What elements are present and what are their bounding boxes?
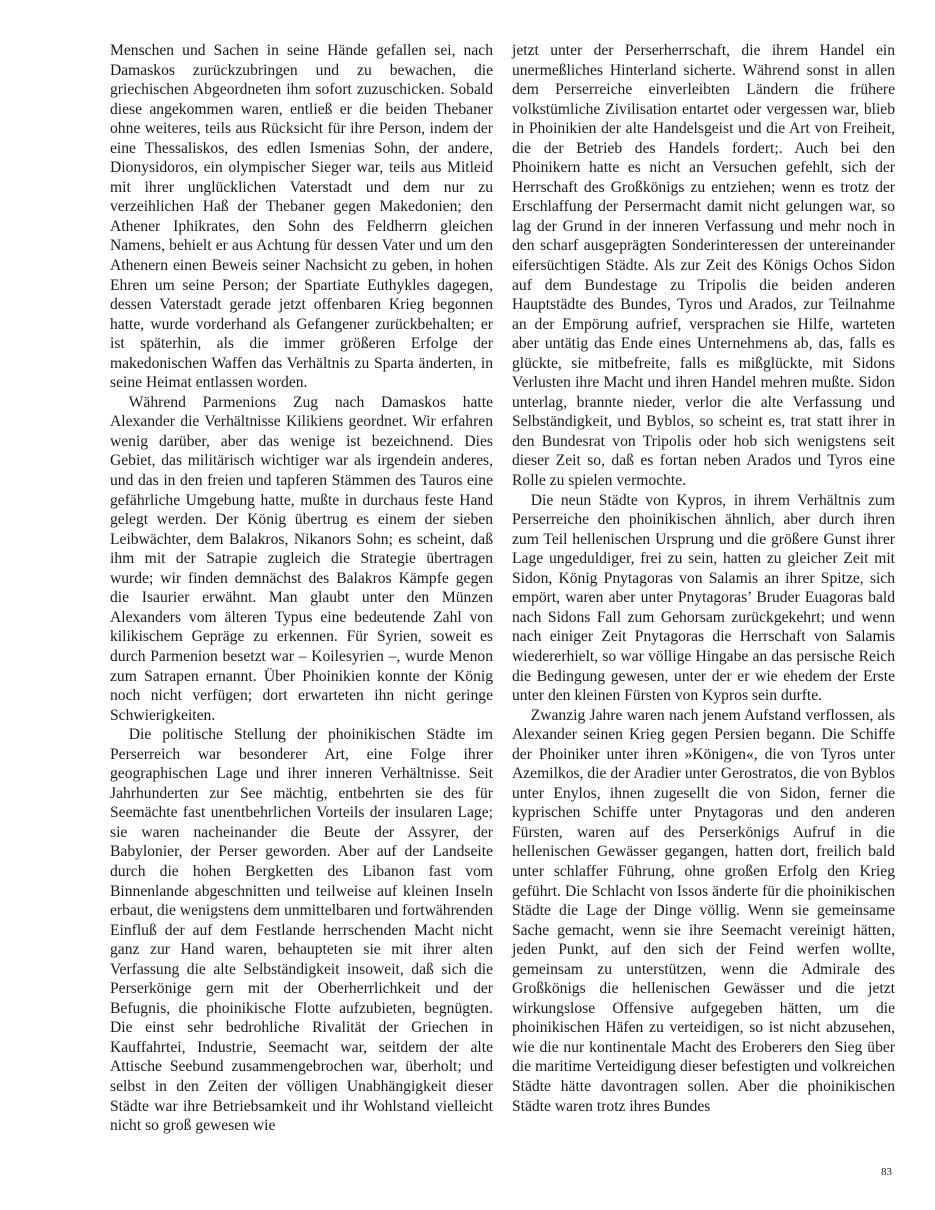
- right-text-column: [512, 41, 895, 1116]
- paragraph: Während Parmenions Zug nach Damaskos hatte Alexander die Verhältnisse Kilikiens geordnet. Wir erfahren wenig darüber, aber das wenige ist bezeichnend. Dies Gebiet, das militärisch wichtiger war als irgendein anderes, und das in den freien und tapferen Stämmen des Tauros eine gefährliche Umgebung hatte, mußte in durchaus feste Hand gelegt werden. Der König übertrug es einem der sieben Leibwächter, dem Balakros, Nikanors Sohn; es scheint, daß ihm mit der Satrapie zugleich die Strategie übertragen wurde; wir finden demnächst des Balakros Kämpfe gegen die Isaurier erwähnt. Man glaubt unter den Münzen Alexanders vom älteren Typus eine bedeutende Zahl von kilikischem Gepräge zu erkennen. Für Syrien, soweit es durch Parmenion besetzt war – Koilesyrien –, wurde Menon zum Satrapen ernannt. Über Phoinikien konnte der König noch nicht verfügen; dort erwarteten ihn nicht geringe Schwierigkeiten.: [110, 393, 493, 724]
- paragraph: jetzt unter der Perserherrschaft, die ihrem Handel ein unermeßliches Hinterland sicherte. Während sonst in allen dem Perserreiche einverleibten Ländern die frühere volkstümliche Zivilisation entartet oder vergessen war, blieb in Phoinikien der alte Handelsgeist und die Art von Freiheit, die der Betrieb des Handels fordert;. Auch bei den Phoinikern hatte es nicht an Versuchen gefehlt, sich der Herrschaft des Großkönigs zu entziehen; wenn es trotz der Erschlaffung der Persermacht damit nicht gelungen war, so lag der Grund in der inneren Verfassung und mehr noch in den scharf ausgeprägten Sonderinteressen der untereinander eifersüchtigen Städte. Als zur Zeit des Königs Ochos Sidon auf dem Bundestage zu Tripolis die beiden anderen Hauptstädte des Bundes, Tyros und Arados, zur Teilnahme an der Empörung aufrief, versprachen sie Hilfe, warteten aber untätig das Ende eines Unternehmens ab, das, falls es glückte, sie mitbefreite, falls es mißglückte, mit Sidons Verlusten ihre Macht und ihren Handel mehren mußte. Sidon unterlag, brannte nieder, verlor die alte Verfassung und Selbständigkeit, und Byblos, so scheint es, trat statt ihrer in den Bundesrat von Tripolis oder hob sich wenigstens seit dieser Zeit so, daß es fortan neben Arados und Tyros eine Rolle zu spielen vermochte.: [512, 42, 895, 490]
- paragraph: Die neun Städte von Kypros, in ihrem Verhältnis zum Perserreiche den phoinikischen ähnlich, aber durch ihren zum Teil hellenischen Ursprung und die größere Gunst ihrer Lage ungeduldiger, frei zu sein, hatten zu gleicher Zeit mit Sidon, König Pnytagoras von Salamis an ihrer Spitze, sich empört, waren aber unter Pnytagoras’ Bruder Euagoras bald nach Sidons Fall zum Gehorsam zurückgekehrt; und wenn nach einiger Zeit Pnytagoras die Herrschaft von Salamis wiedererhielt, so war völlige Hingabe an das persische Reich die Bedingung gewesen, unter der er wie ehedem der Erste unter den kleinen Fürsten von Kypros sein durfte.: [512, 491, 895, 705]
- paragraph: Menschen und Sachen in seine Hände gefallen sei, nach Damaskos zurückzubringen und zu bewachen, die griechischen Abgeordneten ihm sofort zuzuschicken. Sobald diese angekommen waren, entließ er die beiden Thebaner ohne weiteres, teils aus Rücksicht für ihre Person, indem der eine Thessaliskos, des edlen Ismenias Sohn, der andere, Dionysidoros, ein olympischer Sieger war, teils aus Mitleid mit ihrer unglücklichen Vaterstadt und dem nur zu verzeihlichen Haß der Thebaner gegen Makedonien; den Athener Iphikrates, den Sohn des Feldherrn gleichen Namens, behielt er aus Achtung für dessen Vater und um den Athenern einen Beweis seiner Nachsicht zu geben, in hohen Ehren um seine Person; der Spartiate Euthykles dagegen, dessen Vaterstadt gerade jetzt offenbaren Krieg begonnen hatte, wurde vorderhand als Gefangener zurückbehalten; er ist späterhin, als die immer größeren Erfolge der makedonischen Waffen das Verhältnis zu Sparta änderten, in seine Heimat entlassen worden.: [110, 42, 493, 392]
- paragraph: Zwanzig Jahre waren nach jenem Aufstand verflossen, als Alexander seinen Krieg gegen Persien begann. Die Schiffe der Phoiniker unter ihren »Königen«, die von Tyros unter Azemilkos, die der Aradier unter Gerostratos, die von Byblos unter Enylos, ihnen zugesellt die von Sidon, ferner die kyprischen Schiffe unter Pnytagoras und den anderen Fürsten, waren auf des Perserkönigs Aufruf in die hellenischen Gewässer gegangen, hatten dort, freilich bald unter schlaffer Führung, ohne großen Erfolg den Krieg geführt. Die Schlacht von Issos änderte für die phoinikischen Städte die Lage der Dinge völlig. Wenn sie gemeinsame Sache gemacht, wenn sie ihre Seemacht vereinigt hätten, jeden Punkt, auf den sich der Feind werfen wollte, gemeinsam zu unterstützen, wenn die Admirale des Großkönigs die hellenischen Gewässer und die jetzt wirkungslose Offensive aufgegeben hätten, um die phoinikischen Häfen zu verteidigen, so ist nicht abzusehen, wie die nur kontinentale Macht des Eroberers den Sieg über die maritime Verteidigung dieser befestigten und volkreichen Städte hätte davontragen sollen. Aber die phoinikischen Städte waren trotz ihres Bundes: [512, 706, 895, 1115]
- left-text-column: [110, 41, 493, 1136]
- page-number: 83: [881, 1166, 892, 1178]
- paragraph: Die politische Stellung der phoinikischen Städte im Perserreich war besonderer Art, eine Folge ihrer geographischen Lage und ihrer inneren Verhältnisse. Seit Jahrhunderten zur See mächtig, entbehrten sie des für Seemächte fast unentbehrlichen Vorteils der insularen Lage; sie waren nacheinander die Beute der Assyrer, der Babylonier, der Perser geworden. Aber auf der Landseite durch die hohen Bergketten des Libanon fast vom Binnenlande abgeschnitten und teilweise auf kleinen Inseln erbaut, die wenigstens dem unmittelbaren und fortwährenden Einfluß der auf dem Festlande herrschenden Macht nicht ganz zur Hand waren, behaupteten sie mit ihrer alten Verfassung die alte Selbständigkeit insoweit, daß sich die Perserkönige gern mit der Oberherrlichkeit und der Befugnis, die phoinikische Flotte aufzubieten, begnügten. Die einst sehr bedrohliche Rivalität der Griechen in Kauffahrtei, Industrie, Seemacht war, seitdem der alte Attische Seebund zusammengebrochen war, überholt; und selbst in den Zeiten der völligen Unabhängigkeit dieser Städte war ihre Betriebsamkeit und ihr Wohlstand vielleicht nicht so groß gewesen wie: [110, 726, 493, 1135]
